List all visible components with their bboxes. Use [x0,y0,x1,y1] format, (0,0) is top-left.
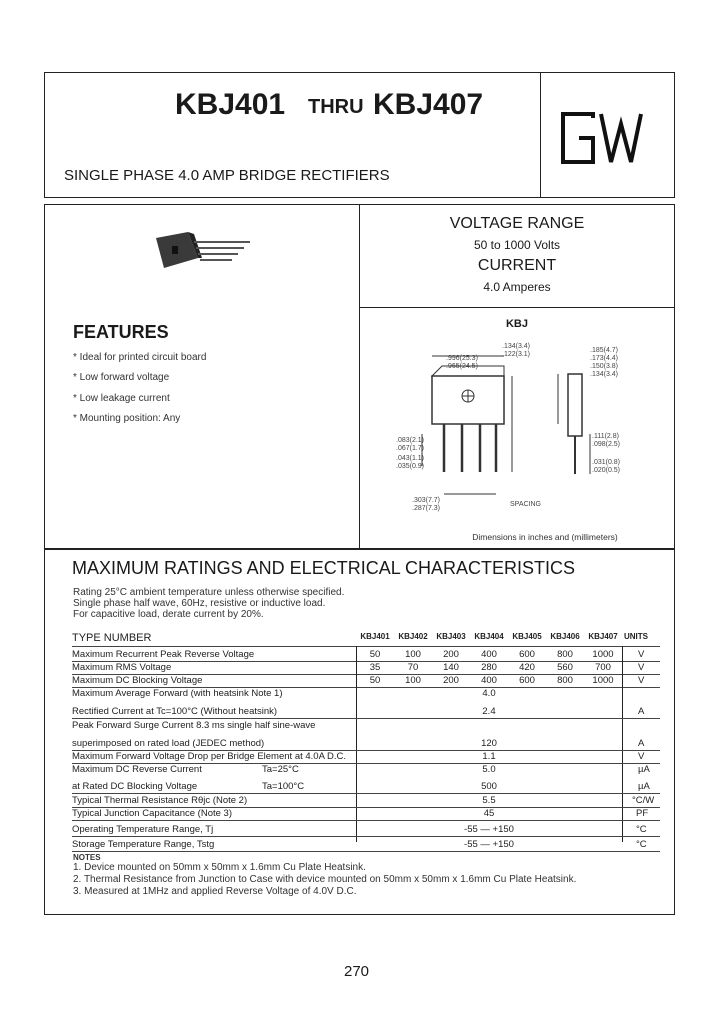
dim-label: .083(2.1) [396,437,425,444]
table-row [72,751,662,763]
rating-note: Single phase half wave, 60Hz, resistive or inductive load. [73,598,326,609]
row-label: Peak Forward Surge Current 8.3 ms single half sine-wave [72,720,316,731]
cell: 50 [369,675,381,686]
current-value: 4.0 Amperes [483,280,551,294]
gw-logo-text [555,100,557,101]
cell: 280 [481,662,497,673]
row-label: Maximum Average Forward (with heatsink Note 1) [72,688,283,699]
cell: 560 [557,662,573,673]
table-rule [72,793,660,794]
table-row [72,808,662,820]
dim-label: .067(1.7) [396,445,425,452]
header-divider [540,72,541,198]
voltage-value: 50 to 1000 Volts [473,238,561,252]
table-row [72,706,662,718]
unit-cell: V [638,675,645,686]
table-row [72,738,662,750]
row-label: Maximum Forward Voltage Drop per Bridge Element at 4.0A D.C. [72,751,347,762]
note-item: 3. Measured at 1MHz and applied Reverse Voltage of 4.0V D.C. [73,886,357,897]
col-header: KBJ403 [436,632,466,641]
cell: 5.0 [482,764,496,775]
table-row [72,781,662,793]
dim-label: .111(2.8) [592,433,619,440]
table-row [72,764,662,776]
table-row [72,795,662,807]
unit-cell: °C [636,824,647,835]
row-label: Rectified Current at Tc=100°C (Without heatsink) [72,706,278,717]
dim-label: .122(3.1) [502,351,531,358]
cell: 35 [369,662,381,673]
row-label: Maximum DC Blocking Voltage [72,675,203,686]
gw-logo [555,100,665,190]
dim-label: .020(0.5) [592,467,621,474]
feature-item: * Low leakage current [73,393,170,404]
unit-cell: V [638,649,645,660]
feature-item: * Low forward voltage [73,372,170,383]
cell: 1000 [592,649,614,660]
table-row [72,688,662,700]
spacing-label: SPACING [510,501,541,508]
cell: 50 [369,649,381,660]
cell: 700 [595,662,611,673]
cell: 200 [443,675,459,686]
rating-note: Rating 25°C ambient temperature unless otherwise specified. [73,587,345,598]
table-header [72,632,662,644]
col-header: KBJ404 [474,632,504,641]
current-heading: CURRENT [477,257,557,274]
table-row [72,662,662,674]
dim-label: .043(1.1) [396,455,425,462]
dim-label: .134(3.4) [502,343,531,350]
title-end: KBJ407 [373,88,484,121]
cell: 500 [481,781,497,792]
subtitle: SINGLE PHASE 4.0 AMP BRIDGE RECTIFIERS [64,167,390,184]
cell: 420 [519,662,535,673]
cell: 400 [481,675,497,686]
col-header: KBJ405 [512,632,542,641]
dim-label: .185(4.7) [590,347,619,354]
middle-divider [359,204,360,549]
dim-label: .287(7.3) [412,505,441,512]
dim-label: .098(2.5) [592,441,621,448]
units-header: UNITS [624,632,648,641]
table-rule [72,820,660,821]
table-rule [72,851,660,852]
unit-cell: °C [636,839,647,850]
note-item: 1. Device mounted on 50mm x 50mm x 1.6mm Cu Plate Heatsink. [73,862,366,873]
dim-label: .996(25.3) [446,355,478,362]
col-header: KBJ402 [398,632,428,641]
title-thru: THRU [308,96,364,118]
dim-label: .035(0.9) [396,463,425,470]
note-item: 2. Thermal Resistance from Junction to Case with device mounted on 50mm x 50mm x 1.6mm Cu Plate Heatsink. [73,874,577,885]
col-header: KBJ406 [550,632,580,641]
row-label: Maximum RMS Voltage [72,662,172,673]
type-number-label: TYPE NUMBER [72,632,152,644]
cell: 2.4 [482,706,496,717]
features-heading: FEATURES [73,322,169,342]
feature-item: * Ideal for printed circuit board [73,352,207,363]
row-label: at Rated DC Blocking Voltage [72,781,198,792]
cell: -55 — +150 [464,824,514,835]
dim-label: .303(7.7) [412,497,441,504]
cell: 45 [483,808,495,819]
unit-cell: °C/W [632,795,655,806]
cell: 4.0 [482,688,496,699]
unit-cell: µA [638,781,650,792]
dim-label: .031(0.8) [592,459,621,466]
dim-label: .150(3.8) [590,363,619,370]
cell: 800 [557,675,573,686]
row-label: Typical Junction Capacitance (Note 3) [72,808,232,819]
table-rule [72,836,660,837]
cell: 100 [405,675,421,686]
table-row [72,839,662,851]
unit-cell: A [638,706,645,717]
package-drawing [362,334,672,529]
cell: 200 [443,649,459,660]
row-label: Maximum Recurrent Peak Reverse Voltage [72,649,255,660]
row-label: superimposed on rated load (JEDEC method) [72,738,265,749]
cell: 140 [443,662,459,673]
table-row [72,675,662,687]
cell: 120 [481,738,497,749]
cell: 70 [407,662,419,673]
unit-cell: A [638,738,645,749]
dim-label: .134(3.4) [590,371,619,378]
title-start: KBJ401 [175,88,286,121]
condition: Ta=25°C [262,764,299,775]
table-rule [72,718,660,719]
cell: 600 [519,649,535,660]
row-label: Storage Temperature Range, Tstg [72,839,215,850]
cell: -55 — +150 [464,839,514,850]
voltage-heading: VOLTAGE RANGE [449,215,585,232]
ratings-divider [359,307,675,308]
page-number: 270 [344,963,370,980]
cell: 600 [519,675,535,686]
unit-cell: µA [638,764,650,775]
row-label: Maximum DC Reverse Current [72,764,202,775]
characteristics-heading: MAXIMUM RATINGS AND ELECTRICAL CHARACTERISTICS [72,558,576,578]
dim-label: .173(4.4) [590,355,619,362]
col-header: KBJ401 [360,632,390,641]
unit-cell: V [638,751,645,762]
unit-cell: V [638,662,645,673]
dim-label: .965(24.5) [446,363,478,370]
notes-heading: NOTES [73,853,101,862]
cell: 5.5 [482,795,496,806]
table-row [72,824,662,836]
unit-cell: PF [636,808,649,819]
cell: 800 [557,649,573,660]
condition: Ta=100°C [262,781,305,792]
cell: 1000 [592,675,614,686]
row-label: Operating Temperature Range, Tj [72,824,214,835]
cell: 100 [405,649,421,660]
package-name: KBJ [505,318,528,330]
rating-note: For capacitive load, derate current by 20%. [73,609,264,620]
table-row [72,720,662,732]
table-rule [72,646,660,647]
feature-item: * Mounting position: Any [73,413,181,424]
cell: 400 [481,649,497,660]
row-label: Typical Thermal Resistance Rθjc (Note 2) [72,795,248,806]
dimension-note: Dimensions in inches and (millimeters) [472,532,618,542]
cell: 1.1 [482,751,496,762]
col-header: KBJ407 [588,632,618,641]
table-row [72,649,662,661]
component-image [150,228,260,278]
